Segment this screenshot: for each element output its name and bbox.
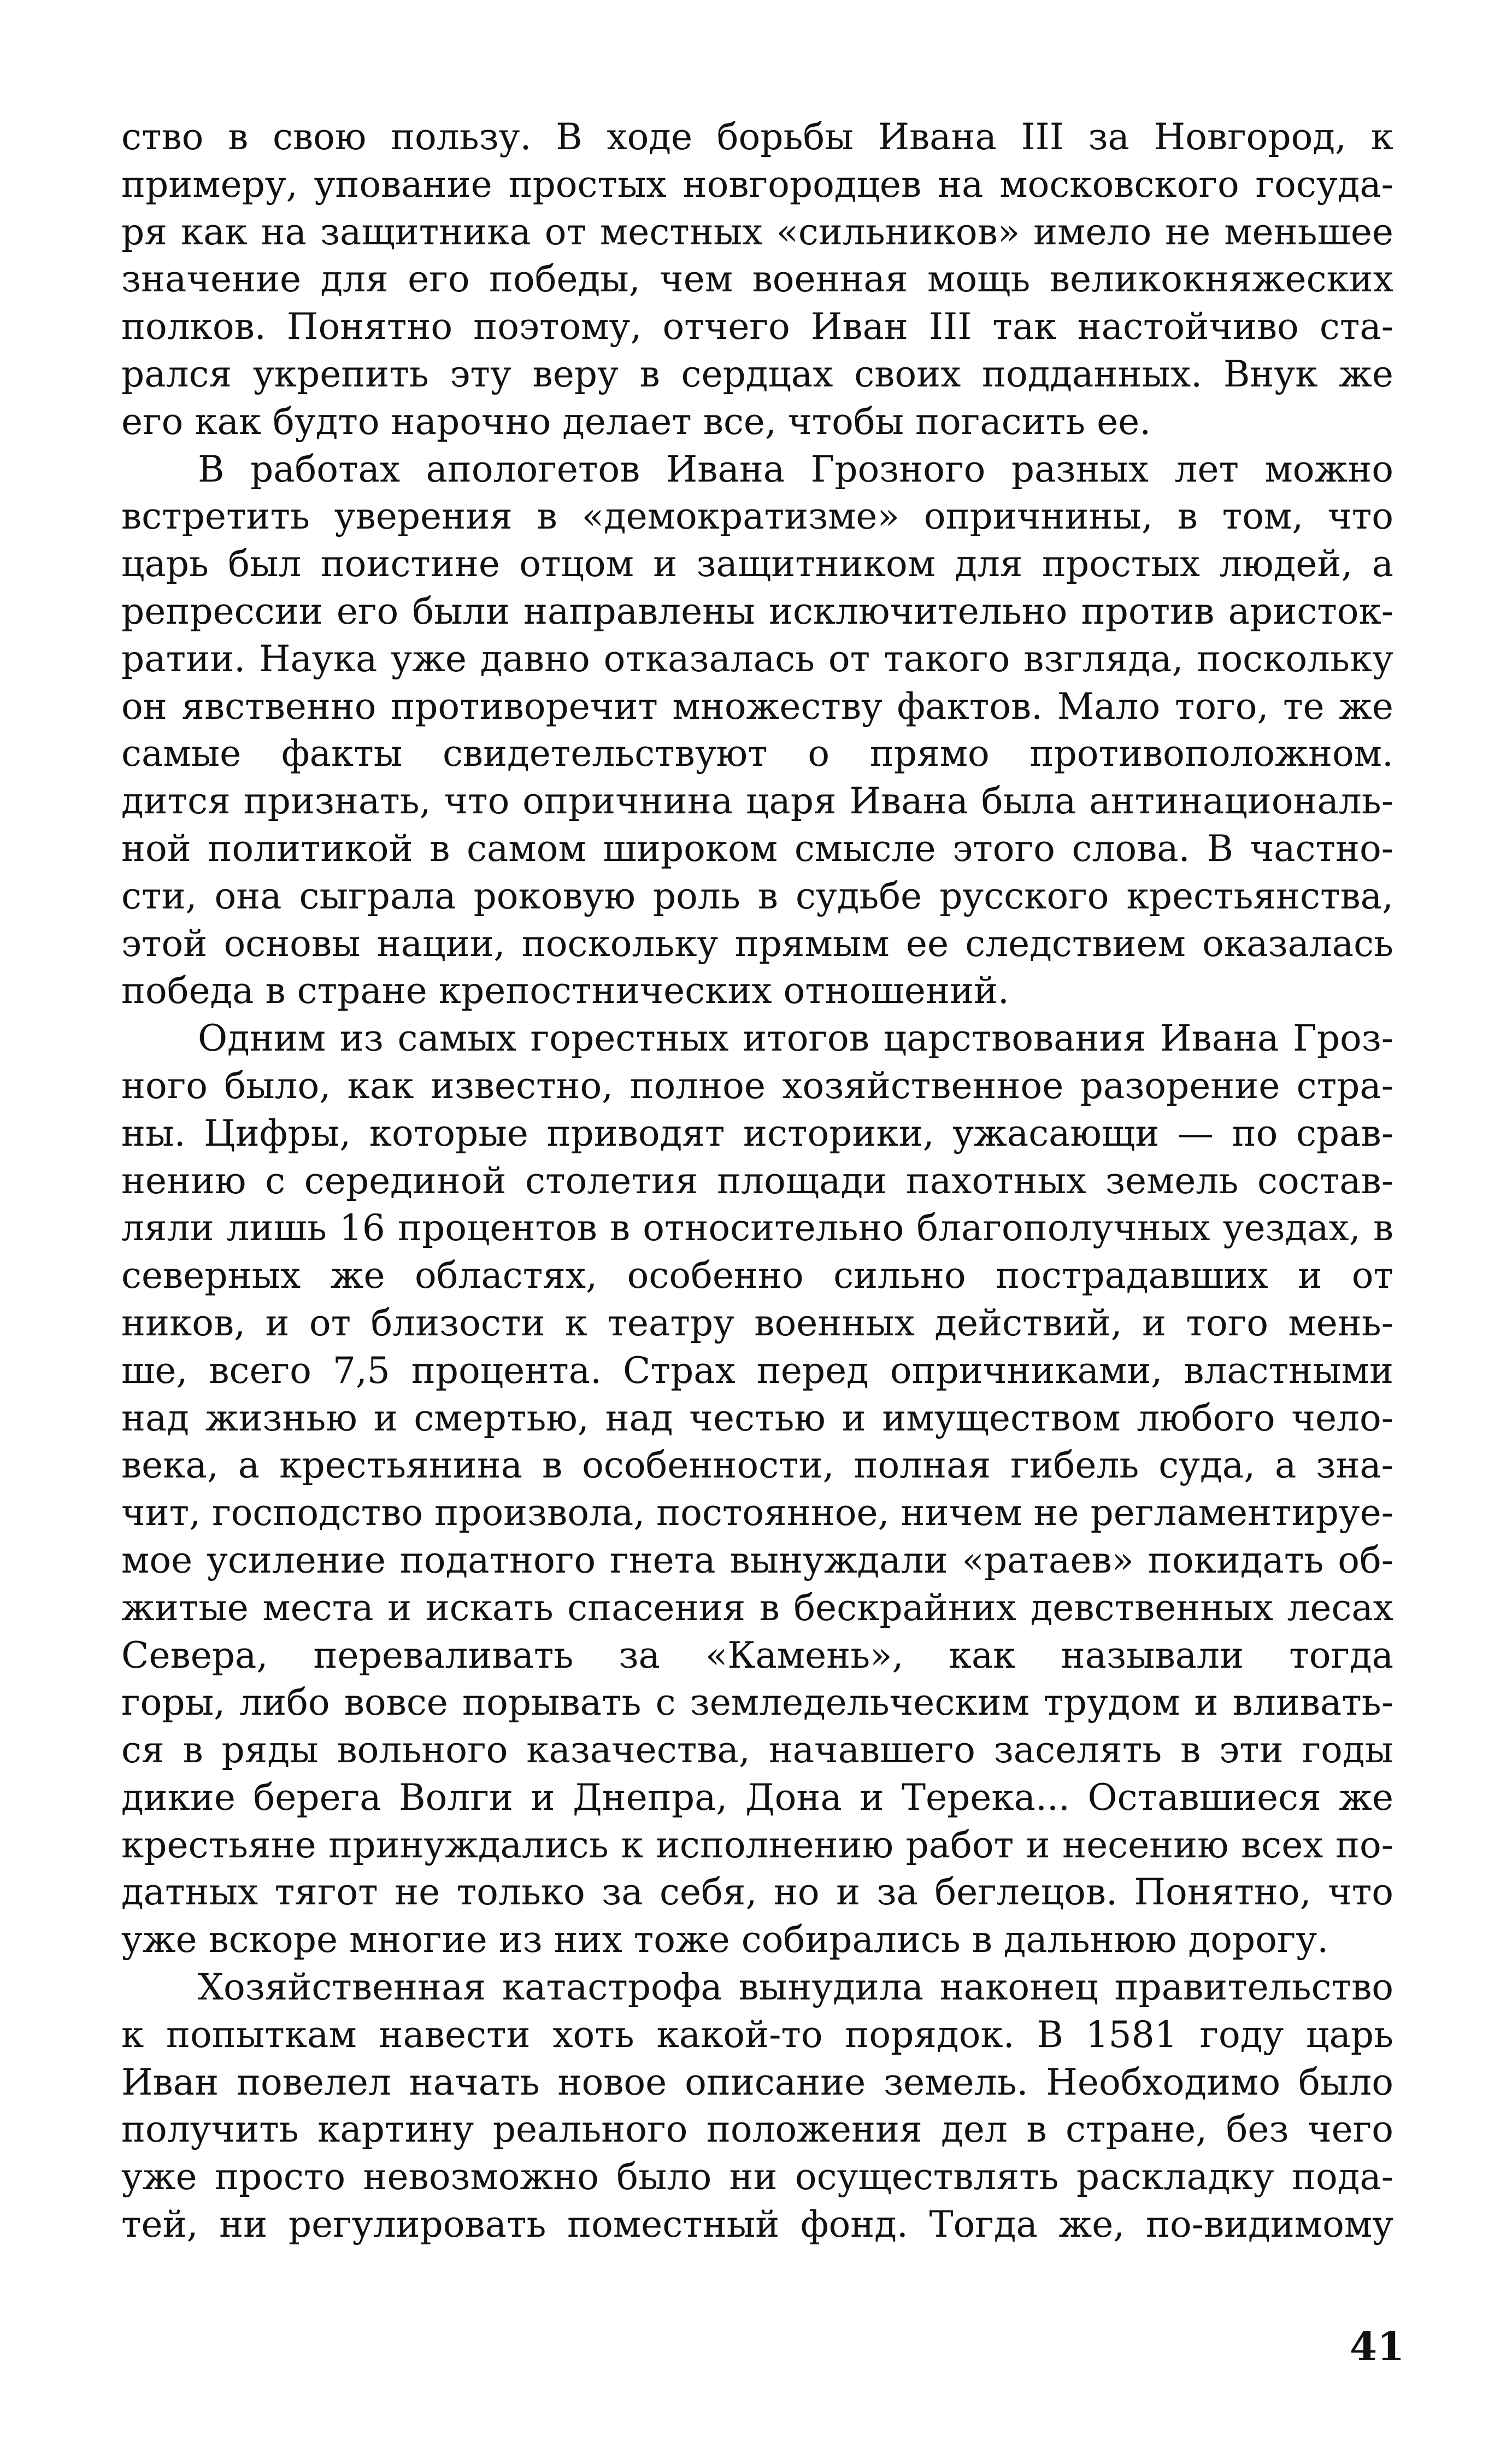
text-line: Иван повелел начать новое описание земель. Необходимо было bbox=[121, 2061, 1393, 2103]
text-line: века, а крестьянина в особенности, полная гибель суда, а зна- bbox=[121, 1444, 1393, 1487]
text-line: северных же областях, особенно сильно пострадавших и от bbox=[121, 1254, 1393, 1297]
text-line: Одним из самых горестных итогов царствования Ивана Гроз- bbox=[198, 1017, 1393, 1060]
text-line: встретить уверения в «демократизме» опричнины, в том, что bbox=[121, 495, 1393, 538]
text-line: ного было, как известно, полное хозяйственное разорение стра- bbox=[121, 1064, 1393, 1107]
paragraph-2 bbox=[121, 446, 1393, 1016]
text-line: В работах апологетов Ивана Грозного разных лет можно bbox=[198, 448, 1393, 490]
text-line: царь был поистине отцом и защитником для простых людей, а bbox=[121, 543, 1393, 585]
text-line: дится признать, что опричнина царя Ивана была антинациональ- bbox=[121, 780, 1393, 823]
text-line: уже вскоре многие из них тоже собирались в дальнюю дорогу. bbox=[121, 1919, 1329, 1961]
text-line: получить картину реального положения дел в стране, без чего bbox=[121, 2108, 1393, 2151]
paragraph-3 bbox=[121, 1015, 1393, 1964]
text-line: ство в свою пользу. В ходе борьбы Ивана III за Новгород, к bbox=[121, 116, 1393, 158]
page-number: 41 bbox=[1350, 2323, 1405, 2370]
text-line: самые факты свидетельствуют о прямо противоположном. bbox=[121, 732, 1393, 775]
text-line: его как будто нарочно делает все, чтобы погасить ее. bbox=[121, 400, 1151, 443]
text-line: ся в ряды вольного казачества, начавшего заселять в эти годы bbox=[121, 1729, 1393, 1772]
text-line: уже просто невозможно было ни осуществлять раскладку пода- bbox=[121, 2156, 1393, 2198]
text-line: дикие берега Волги и Днепра, Дона и Терека... Оставшиеся же bbox=[121, 1776, 1393, 1819]
text-line: полков. Понятно поэтому, отчего Иван III так настойчиво ста- bbox=[121, 306, 1393, 348]
text-line: ря как на защитника от местных «сильников» имело не меньшее bbox=[121, 210, 1393, 253]
text-line: горы, либо вовсе порывать с земледельческим трудом и вливать- bbox=[121, 1681, 1393, 1724]
text-line: репрессии его были направлены исключительно против аристок- bbox=[121, 590, 1393, 632]
text-line: ше, всего 7,5 процента. Страх перед опричниками, властными bbox=[121, 1349, 1393, 1392]
text-line: крестьяне принуждались к исполнению работ и несению всех по- bbox=[121, 1823, 1393, 1866]
text-line: ляли лишь 16 процентов в относительно благополучных уездах, в bbox=[121, 1207, 1393, 1250]
text-line: чит, господство произвола, постоянное, ничем не регламентируе- bbox=[121, 1492, 1393, 1534]
text-line: датных тягот не только за себя, но и за беглецов. Понятно, что bbox=[121, 1871, 1393, 1914]
text-line: нению с серединой столетия площади пахотных земель состав- bbox=[121, 1159, 1393, 1202]
text-line: примеру, упование простых новгородцев на московского госуда- bbox=[121, 163, 1393, 206]
text-line: мое усиление податного гнета вынуждали «ратаев» покидать об- bbox=[121, 1539, 1393, 1581]
text-line: значение для его победы, чем военная мощь великокняжеских bbox=[121, 258, 1393, 301]
page-text-body bbox=[121, 114, 1393, 2249]
text-line: Хозяйственная катастрофа вынудила наконец правительство bbox=[198, 1966, 1393, 2009]
text-line: ратии. Наука уже давно отказалась от такого взгляда, поскольку bbox=[121, 637, 1393, 680]
paragraph-1 bbox=[121, 114, 1393, 446]
text-line: ны. Цифры, которые приводят историки, ужасающи — по срав- bbox=[121, 1112, 1393, 1154]
text-line: над жизнью и смертью, над честью и имуществом любого чело- bbox=[121, 1397, 1393, 1439]
text-line: к попыткам навести хоть какой-то порядок. В 1581 году царь bbox=[121, 2013, 1393, 2056]
text-line: сти, она сыграла роковую роль в судьбе русского крестьянства, bbox=[121, 875, 1393, 917]
text-line: ной политикой в самом широком смысле этого слова. В частно- bbox=[121, 827, 1393, 870]
text-line: этой основы нации, поскольку прямым ее следствием оказалась bbox=[121, 922, 1393, 965]
paragraph-4 bbox=[121, 1964, 1393, 2249]
text-line: рался укрепить эту веру в сердцах своих подданных. Внук же bbox=[121, 353, 1393, 395]
text-line: Севера, переваливать за «Камень», как называли тогда bbox=[121, 1634, 1393, 1676]
text-line: ников, и от близости к театру военных действий, и того мень- bbox=[121, 1301, 1393, 1344]
text-line: тей, ни регулировать поместный фонд. Тогда же, по-видимому bbox=[121, 2203, 1393, 2246]
text-line: он явственно противоречит множеству фактов. Мало того, те же bbox=[121, 685, 1393, 728]
text-line: житые места и искать спасения в бескрайних девственных лесах bbox=[121, 1586, 1393, 1629]
text-line: победа в стране крепостнических отношений. bbox=[121, 970, 1009, 1012]
